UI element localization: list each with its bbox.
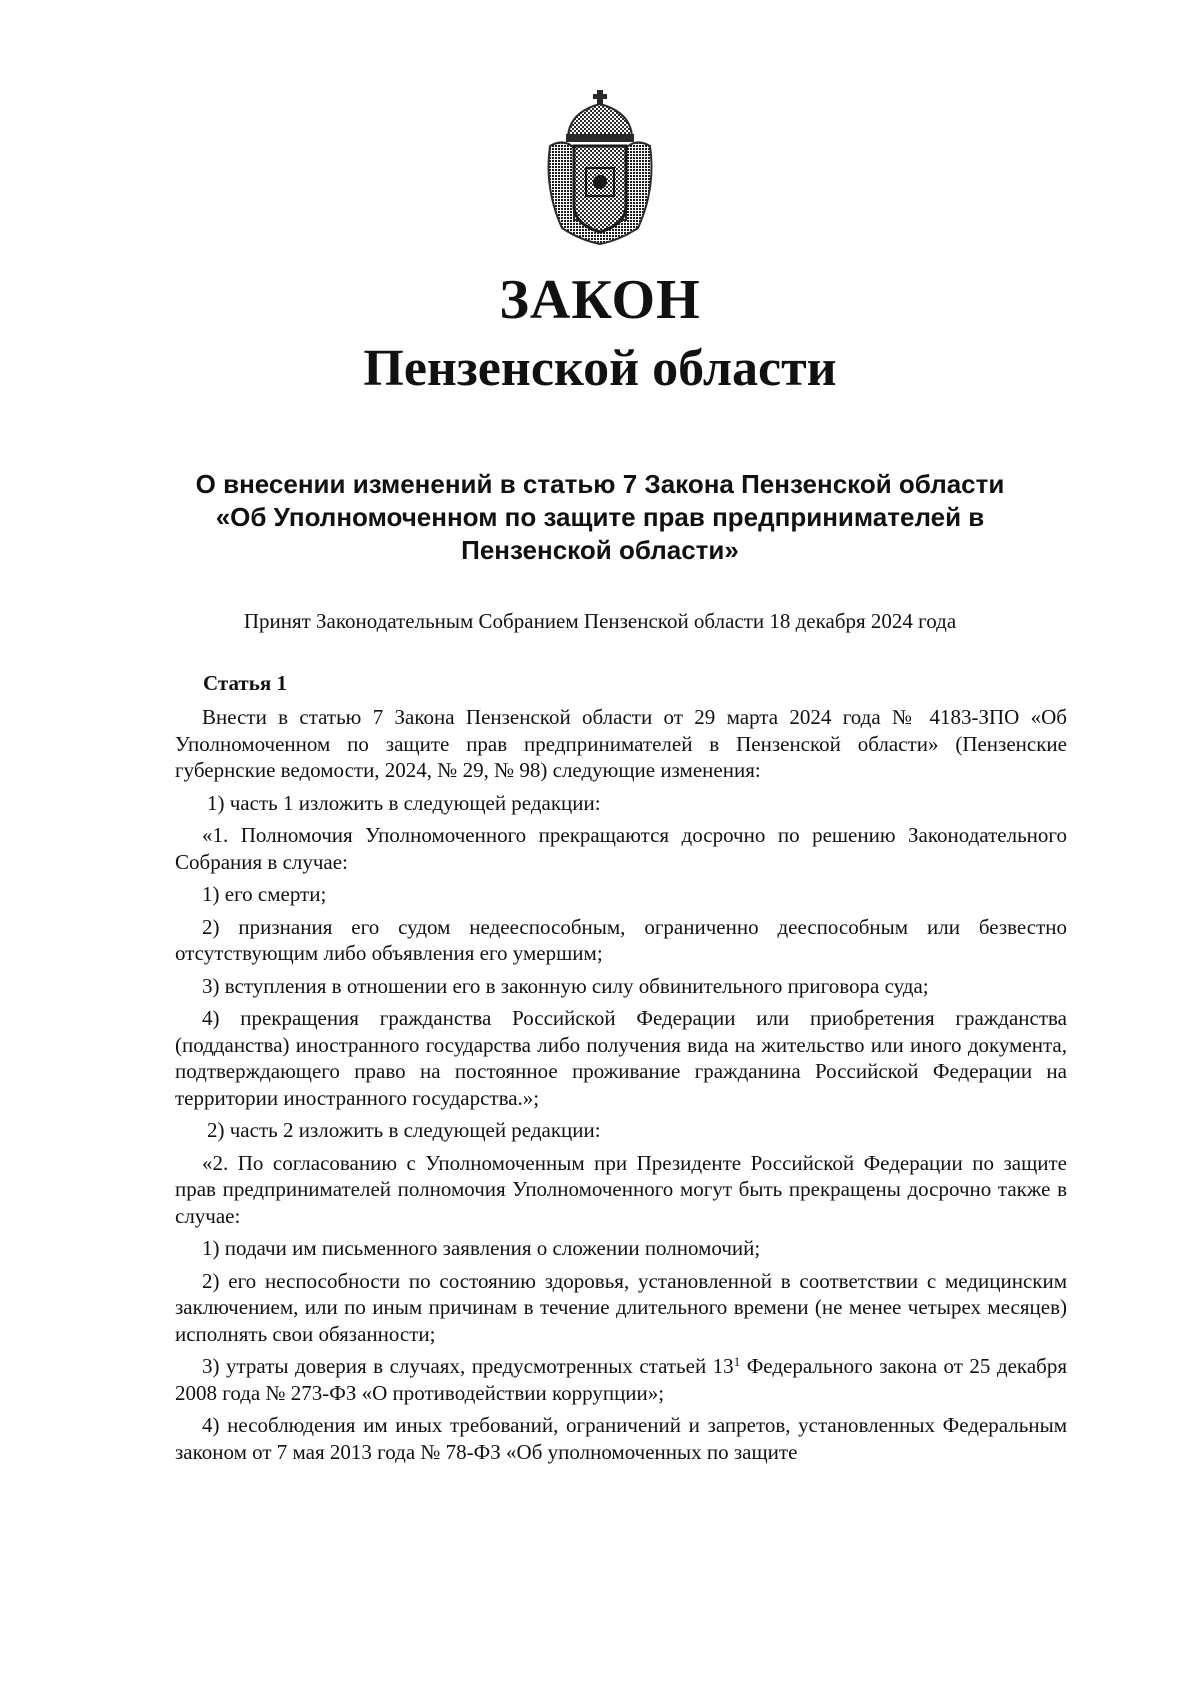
paragraph: «2. По согласованию с Уполномоченным при Президенте Российской Федерации по защите прав предпринимателей полномочия Уполномоченного могут быть прекращены досрочно также в случае: xyxy=(175,1150,1067,1228)
paragraph: 4) несоблюдения им иных требований, ограничений и запретов, установленных Федеральным законом от 7 мая 2013 года № 78-ФЗ «Об уполномоченных по защите xyxy=(175,1413,1067,1464)
article-heading: Статья 1 xyxy=(203,671,287,695)
document-title-line: Пензенской области» xyxy=(461,535,739,565)
paragraph-text: Федерального закона от 25 декабря 2008 года № 273-ФЗ «О противодействии коррупции»; xyxy=(175,1354,1067,1405)
paragraph: 3) вступления в отношении его в законную силу обвинительного приговора суда; xyxy=(202,973,929,998)
amendment-item: 2) часть 2 изложить в следующей редакции: xyxy=(207,1118,601,1142)
paragraph: 1) его смерти; xyxy=(202,882,327,906)
article-body xyxy=(175,704,1067,1471)
paragraph: 4) прекращения гражданства Российской Федерации или приобретения гражданства (подданства) иностранного государства либо получения вида на жительство или иного документа, подтверждающего право на постоянное проживание гражданина Российской Федерации на территории иностранного государства.»; xyxy=(175,1006,1067,1110)
paragraph: 1) подачи им письменного заявления о сложении полномочий; xyxy=(202,1236,761,1260)
paragraph: 2) его неспособности по состоянию здоровья, установленной в соответствии с медицинским заключением, или по иным причинам в течение длительного времени (не менее четырех месяцев) исполнять свои обязанности; xyxy=(175,1268,1067,1346)
document-title xyxy=(130,468,1070,567)
document-title-line: «Об Уполномоченном по защите прав предпринимателей в xyxy=(215,502,985,532)
paragraph: «1. Полномочия Уполномоченного прекращаются досрочно по решению Законодательного Собрания в случае: xyxy=(175,823,1067,874)
coat-of-arms-icon xyxy=(540,88,660,248)
adoption-line: Принят Законодательным Собранием Пензенской области 18 декабря 2024 года xyxy=(243,609,957,633)
amendment-item: 1) часть 1 изложить в следующей редакции: xyxy=(207,790,601,815)
law-heading: ЗАКОН xyxy=(499,269,701,331)
paragraph xyxy=(175,1353,1067,1406)
document-title-line: О внесении изменений в статью 7 Закона Пензенской области xyxy=(195,469,1005,499)
paragraph: 2) признания его судом недееспособным, ограниченно дееспособным или безвестно отсутствующим либо объявления его умершим; xyxy=(175,914,1067,965)
region-heading: Пензенской области xyxy=(363,340,837,397)
paragraph: Внести в статью 7 Закона Пензенской области от 29 марта 2024 года № 4183-ЗПО «Об Уполномоченном по защите прав предпринимателей в Пензенской области» (Пензенские губернские ведомости, 2024, № 29, № 98) следующие изменения: xyxy=(175,705,1067,782)
superscript: 1 xyxy=(733,1354,741,1369)
paragraph-text: 3) утраты доверия в случаях, предусмотренных статьей 13 xyxy=(202,1354,734,1378)
